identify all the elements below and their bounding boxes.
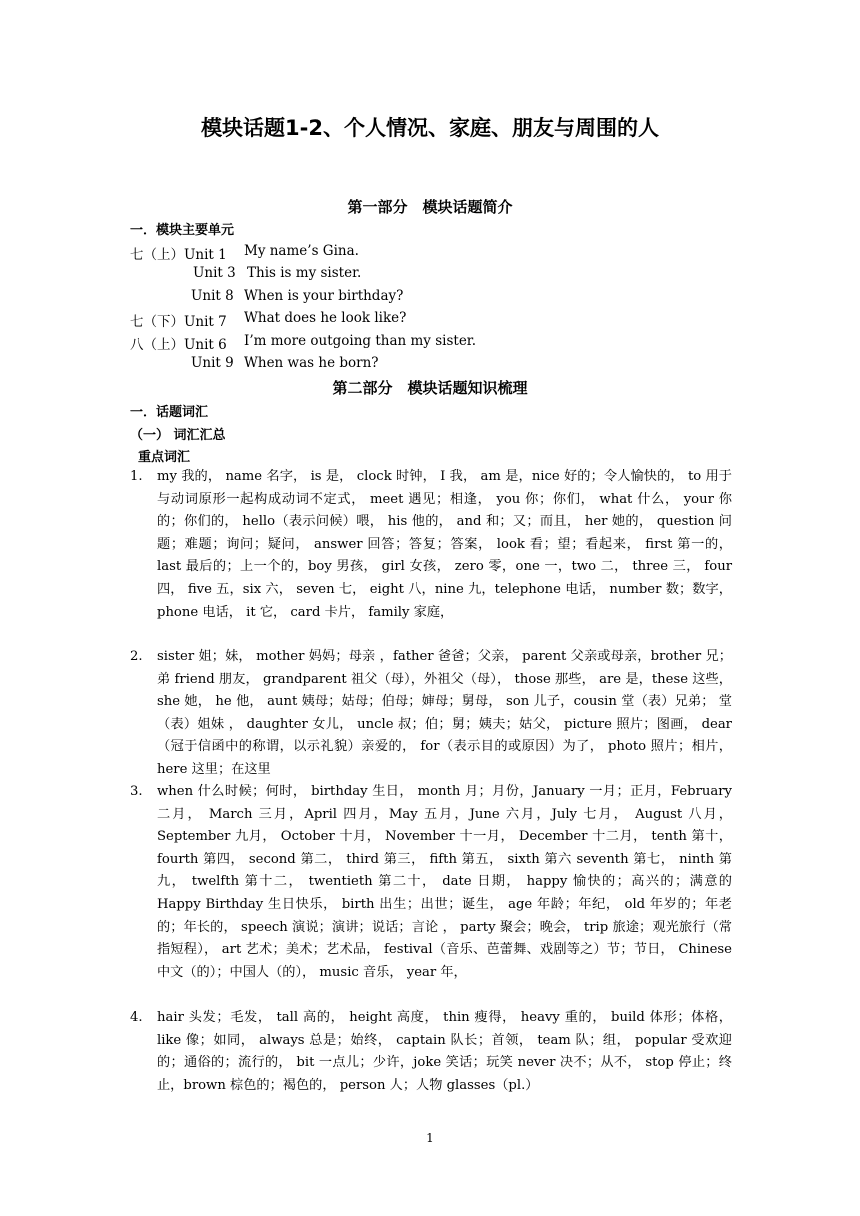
subsection-title: （一） 词汇汇总: [130, 428, 226, 443]
part2-heading: 第二部分 模块话题知识梳理: [332, 379, 528, 397]
vocab-item-text: when 什么时候；何时， birthday 生日， month 月；月份，January 一月；正月，February 二月， March 三月，April 四月，May 五月，June 六月，July 七月， August 八月，September 九月， October 十月， November 十一月， December 十二月， tenth 第十， fourth 第四， second 第二， third 第三， fifth 第五， sixth 第六 seventh 第七， ninth 第九， twelfth 第十二， twentieth 第二十， date 日期， happy 愉快的；高兴的；满意的 Happy Birthday 生日快乐， birth 出生；出世；诞生， age 年龄；年纪， old 年岁的；年老的；年长的， speech 演说；演讲；说话；言论 ， party 聚会；晚会， trip 旅途；观光旅行（常指短程）， art 艺术；美术；艺术品， festival（音乐、芭蕾舞、戏剧等之）节；节日， Chinese 中文（的）；中国人（的）， music 音乐， year 年，: [157, 784, 732, 980]
unit-row: [191, 288, 404, 304]
part1-heading: 第一部分 模块话题简介: [347, 198, 513, 216]
key-vocab-title: 重点词汇: [138, 450, 191, 465]
unit-title: What does he look like?: [244, 310, 407, 326]
unit-title: When is your birthday?: [244, 288, 404, 304]
unit-row: [130, 310, 407, 330]
unit-level: 八（上）Unit 6: [130, 337, 227, 353]
vocab-item-number: 3.: [130, 784, 143, 799]
unit-level: 七（上）Unit 1: [130, 247, 227, 263]
unit-level: Unit 3: [193, 265, 236, 281]
unit-row: [191, 355, 379, 371]
vocab-item-number: 1.: [130, 469, 143, 484]
vocab-item-number: 4.: [130, 1010, 143, 1025]
section1-title: 一．话题词汇: [130, 405, 209, 420]
vocab-item-text: sister 姐；妹， mother 妈妈；母亲 ，father 爸爸；父亲， parent 父亲或母亲，brother 兄；弟 friend 朋友， grandparent 祖父（母），外祖父（母）， those 那些， are 是，these 这些， she 她， he 他， aunt 姨母；姑母；伯母；婶母；舅母， son 儿子，cousin 堂（表）兄弟； 堂（表）姐妹 ， daughter 女儿， uncle 叔；伯；舅；姨夫；姑父， picture 照片；图画， dear（冠于信函中的称谓，以示礼貌）亲爱的， for（表示目的或原因）为了， photo 照片；相片， here 这里；在这里: [157, 649, 732, 777]
unit-level: 七（下）Unit 7: [130, 314, 227, 330]
vocab-item: [130, 1007, 732, 1097]
unit-level: Unit 9: [191, 355, 234, 371]
unit-row: [130, 333, 477, 353]
vocab-item: [130, 781, 732, 984]
unit-level: Unit 8: [191, 288, 234, 304]
vocab-item: [130, 646, 732, 782]
unit-title: When was he born?: [244, 355, 379, 371]
page-number: 1: [426, 1131, 434, 1145]
unit-row: [130, 243, 359, 263]
vocab-item: [130, 466, 732, 624]
page-title: 模块话题1-2、个人情况、家庭、朋友与周围的人: [201, 116, 659, 140]
vocab-item-text: my 我的， name 名字， is 是， clock 时钟， I 我， am 是，nice 好的；令人愉快的， to 用于与动词原形一起构成动词不定式， meet 遇见；相逢， you 你；你们， what 什么， your 你的；你们的， hello（表示问候）喂， his 他的， and 和；又；而且， her 她的， question 问题；难题；询问；疑问， answer 回答；答复；答案， look 看；望；看起来， first 第一的， last 最后的；上一个的，boy 男孩， girl 女孩， zero 零，one 一，two 二， three 三， four 四， five 五，six 六， seven 七， eight 八，nine 九，telephone 电话， number 数；数字， phone 电话， it 它， card 卡片， family 家庭，: [157, 469, 732, 620]
vocab-item-text: hair 头发；毛发， tall 高的， height 高度， thin 瘦得， heavy 重的， build 体形；体格， like 像；如同， always 总是；始终， captain 队长；首领， team 队；组， popular 受欢迎的；通俗的；流行的， bit 一点儿；少许，joke 笑话；玩笑 never 决不；从不， stop 停止；终止，brown 棕色的；褐色的， person 人；人物 glasses（pl.）: [157, 1010, 732, 1093]
unit-title: I’m more outgoing than my sister.: [244, 333, 477, 349]
unit-row: [193, 265, 362, 281]
vocab-item-number: 2.: [130, 649, 143, 664]
section1-title: 一．模块主要单元: [130, 223, 235, 238]
unit-title: This is my sister.: [247, 265, 362, 281]
unit-title: My name’s Gina.: [244, 243, 359, 259]
